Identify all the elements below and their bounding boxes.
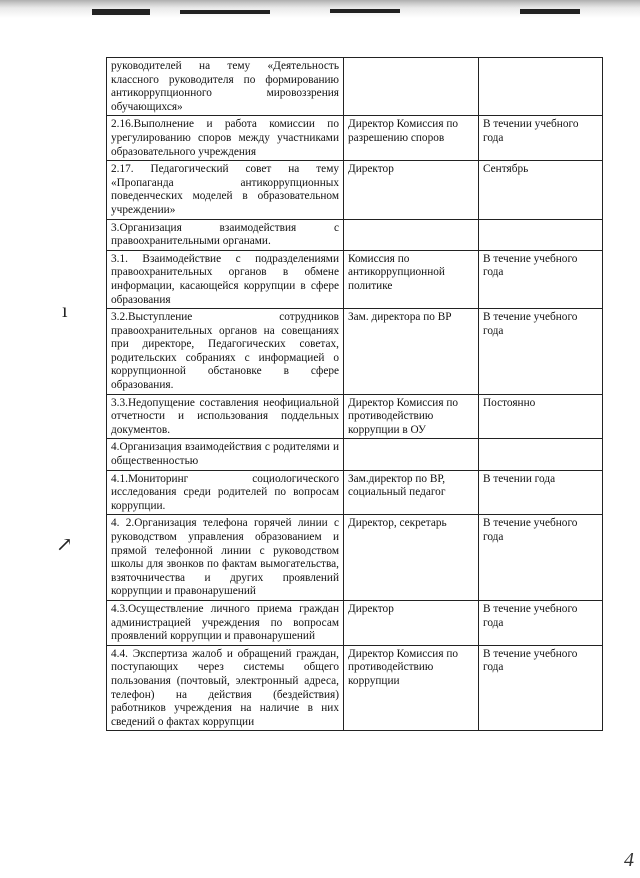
scan-artifact [180, 10, 270, 14]
responsible-cell: Директор Комиссия по противодействию коррупции в ОУ [344, 394, 479, 439]
responsible-cell: Директор [344, 161, 479, 219]
activity-cell: 3.1. Взаимодействие с подразделениями правоохранительных органов в обмене информации, касающейся коррупции в сфере образования [107, 250, 344, 308]
table-row [107, 645, 603, 731]
responsible-cell [344, 219, 479, 250]
margin-mark: ↗ [56, 534, 73, 556]
activity-cell: 4.3.Осуществление личного приема граждан администрацией учреждения по вопросам проявлений коррупции и правонарушений [107, 600, 344, 645]
activity-cell: 2.16.Выполнение и работа комиссии по урегулированию споров между участниками образовательного учреждения [107, 116, 344, 161]
activity-cell: 3.3.Недопущение составления неофициальной отчетности и использования поддельных документов. [107, 394, 344, 439]
table-row [107, 161, 603, 219]
responsible-cell: Комиссия по антикоррупционной политике [344, 250, 479, 308]
scan-artifact [330, 9, 400, 13]
deadline-cell: В течение учебного года [479, 309, 603, 395]
section-heading-cell: 3.Организация взаимодействия с правоохранительными органами. [107, 219, 344, 250]
deadline-cell: В течение учебного года [479, 250, 603, 308]
deadline-cell [479, 219, 603, 250]
deadline-cell: Сентябрь [479, 161, 603, 219]
activity-cell: 4.1.Мониторинг социологического исследования среди родителей по вопросам коррупции. [107, 470, 344, 515]
deadline-cell: В течение учебного года [479, 515, 603, 601]
scan-artifact [92, 9, 150, 15]
activity-cell: 2.17. Педагогический совет на тему «Пропаганда антикоррупционных поведенческих моделей в образовательном учреждении» [107, 161, 344, 219]
responsible-cell: Директор Комиссия по разрешению споров [344, 116, 479, 161]
activity-cell: 4.4. Экспертиза жалоб и обращений граждан, поступающих через системы общего пользования (почтовый, электронный адреса, телефон) на действия (бездействия) работников учреждения на наличие в них сведений о фактах коррупции [107, 645, 344, 731]
activity-cell: 4. 2.Организация телефона горячей линии с руководством управления образованием и прямой телефонной линии с руководством школы для звонков по фактам вымогательства, взяточничества и других проявлений коррупции и правонарушений [107, 515, 344, 601]
deadline-cell: В течение учебного года [479, 600, 603, 645]
table-row [107, 309, 603, 395]
deadline-cell: Постоянно [479, 394, 603, 439]
deadline-cell: В течении года [479, 470, 603, 515]
table-row [107, 515, 603, 601]
deadline-cell: В течение учебного года [479, 645, 603, 731]
table-row [107, 600, 603, 645]
table-row [107, 116, 603, 161]
margin-mark: ı [62, 300, 68, 322]
responsible-cell: Директор Комиссия по противодействию коррупции [344, 645, 479, 731]
page-number: 4 [624, 849, 634, 871]
table-row [107, 470, 603, 515]
scan-artifact [520, 9, 580, 14]
activity-cell: руководителей на тему «Деятельность классного руководителя по формированию антикоррупционного мировоззрения обучающихся» [107, 58, 344, 116]
responsible-cell: Директор [344, 600, 479, 645]
responsible-cell [344, 58, 479, 116]
activity-cell: 3.2.Выступление сотрудников правоохранительных органов на совещаниях при директоре, Педагогических советах, родительских собраниях с информацией о коррупционной обстановке в сфере образования. [107, 309, 344, 395]
deadline-cell [479, 439, 603, 470]
table-row [107, 250, 603, 308]
responsible-cell: Директор, секретарь [344, 515, 479, 601]
table-row [107, 394, 603, 439]
deadline-cell: В течении учебного года [479, 116, 603, 161]
deadline-cell [479, 58, 603, 116]
table-row [107, 219, 603, 250]
responsible-cell: Зам. директора по ВР [344, 309, 479, 395]
section-heading-cell: 4.Организация взаимодействия с родителями и общественностью [107, 439, 344, 470]
responsible-cell: Зам.директор по ВР, социальный педагог [344, 470, 479, 515]
table-row [107, 58, 603, 116]
action-plan-table [106, 57, 603, 731]
responsible-cell [344, 439, 479, 470]
table-row [107, 439, 603, 470]
